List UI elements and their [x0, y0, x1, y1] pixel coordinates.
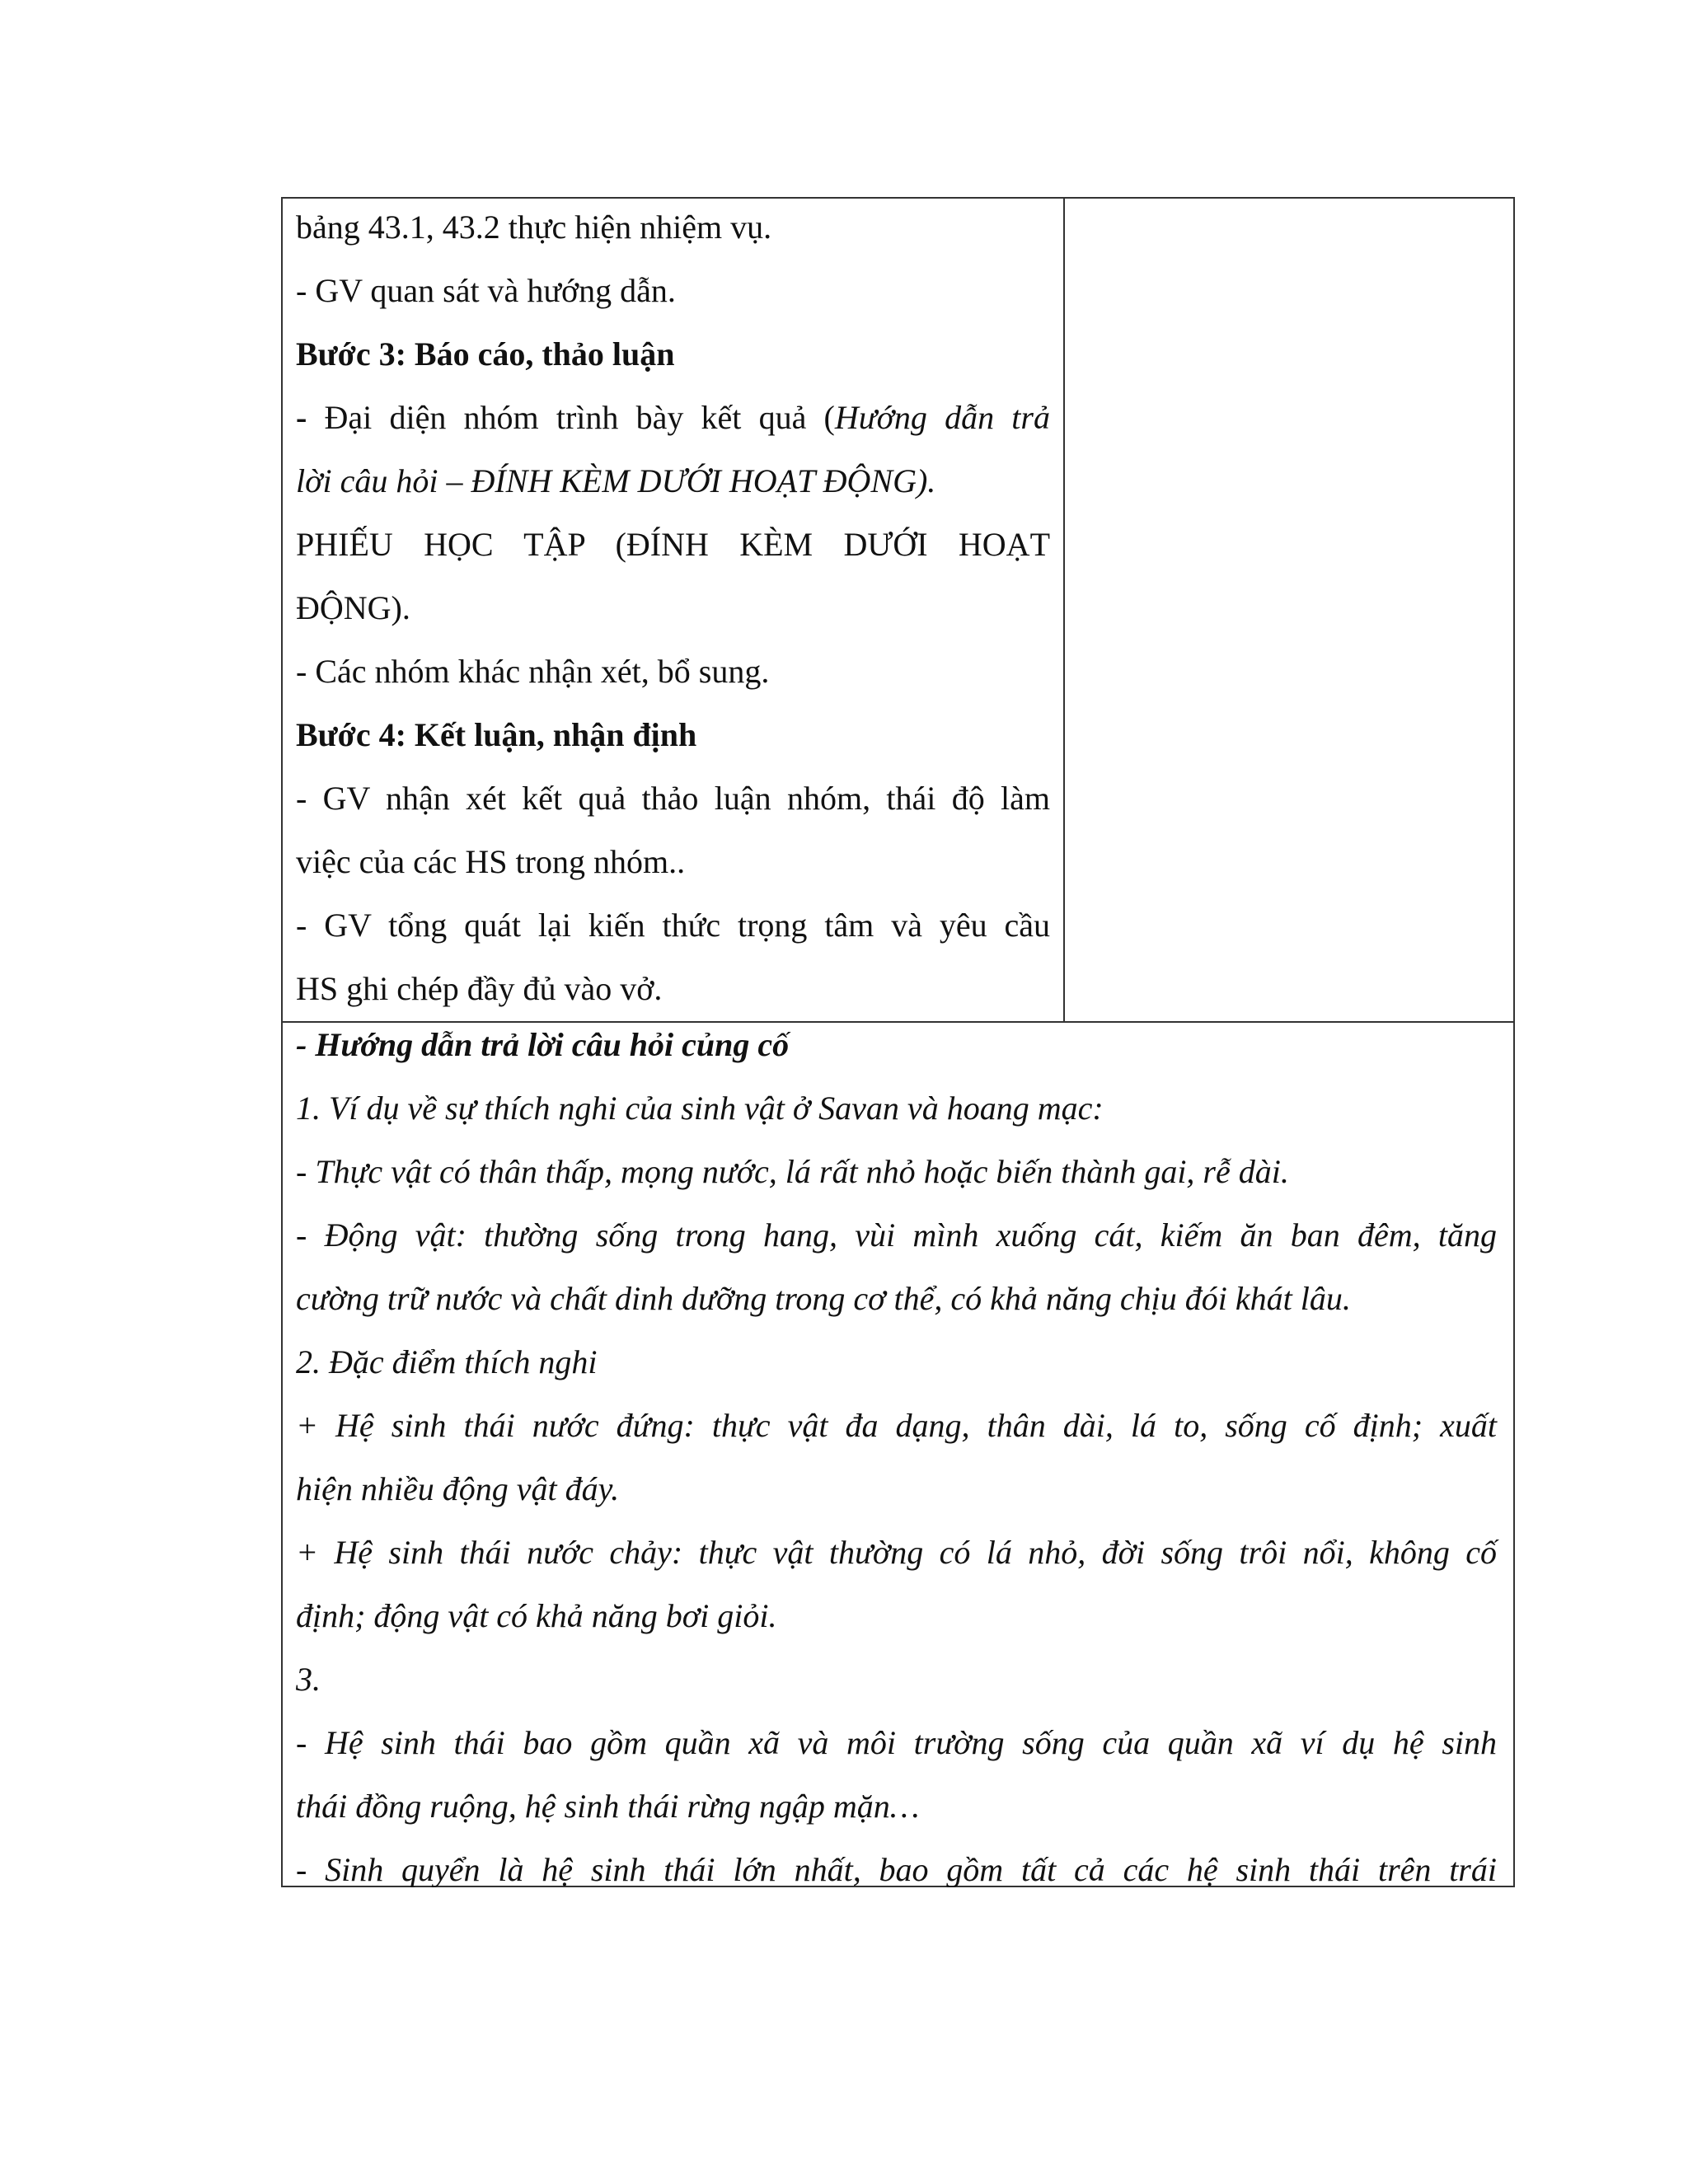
- text-line: - GV quan sát và hướng dẫn.: [296, 272, 676, 309]
- text-line: - Sinh quyển là hệ sinh thái lớn nhất, bao gồm tất cả các hệ sinh thái trên trái: [296, 1851, 1497, 1887]
- text-line: - GV nhận xét kết quả thảo luận nhóm, thái độ làm: [296, 780, 1050, 817]
- text-line: - Thực vật có thân thấp, mọng nước, lá rất nhỏ hoặc biến thành gai, rễ dài.: [296, 1153, 1289, 1190]
- text-line: PHIẾU HỌC TẬP (ĐÍNH KÈM DƯỚI HOẠT: [296, 526, 1050, 563]
- text-line: thái đồng ruộng, hệ sinh thái rừng ngập mặn…: [296, 1788, 920, 1825]
- text-line: việc của các HS trong nhóm..: [296, 843, 686, 880]
- text-line: 3.: [296, 1661, 321, 1698]
- text-line: 2. Đặc điểm thích nghi: [296, 1343, 598, 1380]
- text-line-mixed: [296, 386, 1050, 449]
- step-3-heading: Bước 3: Báo cáo, thảo luận: [296, 335, 675, 373]
- table-row-activity: [283, 199, 1513, 1023]
- text-line: - Động vật: thường sống trong hang, vùi mình xuống cát, kiếm ăn ban đêm, tăng: [296, 1216, 1497, 1254]
- text-line: + Hệ sinh thái nước chảy: thực vật thường có lá nhỏ, đời sống trôi nổi, không cố: [296, 1534, 1497, 1571]
- text-line: bảng 43.1, 43.2 thực hiện nhiệm vụ.: [296, 209, 772, 246]
- answer-guide-cell: [283, 1023, 1513, 1887]
- student-product-cell: [1065, 199, 1513, 1021]
- text-line: định; động vật có khả năng bơi giỏi.: [296, 1597, 777, 1634]
- text-line: cường trữ nước và chất dinh dưỡng trong cơ thể, có khả năng chịu đói khát lâu.: [296, 1280, 1351, 1317]
- text-line: hiện nhiều động vật đáy.: [296, 1470, 620, 1507]
- text-line: - Các nhóm khác nhận xét, bổ sung.: [296, 653, 770, 690]
- text-line: 1. Ví dụ về sự thích nghi của sinh vật ở Savan và hoang mạc:: [296, 1090, 1104, 1127]
- lesson-table: [281, 197, 1515, 1887]
- text-line: - GV tổng quát lại kiến thức trọng tâm và yêu cầu: [296, 907, 1050, 944]
- text-line: lời câu hỏi – ĐÍNH KÈM DƯỚI HOẠT ĐỘNG).: [296, 462, 936, 499]
- text-italic: Hướng dẫn trả: [834, 399, 1050, 436]
- text-line: - Hệ sinh thái bao gồm quần xã và môi trường sống của quần xã ví dụ hệ sinh: [296, 1724, 1497, 1761]
- text-line: + Hệ sinh thái nước đứng: thực vật đa dạng, thân dài, lá to, sống cố định; xuất: [296, 1407, 1497, 1444]
- text-line: ĐỘNG).: [296, 589, 410, 626]
- text-line: HS ghi chép đầy đủ vào vở.: [296, 970, 663, 1007]
- teacher-activity-cell: [283, 199, 1065, 1021]
- dash-prefix: -: [296, 399, 325, 436]
- text-normal: Đại diện nhóm trình bày kết quả (: [324, 399, 835, 436]
- answer-guide-heading: - Hướng dẫn trả lời câu hỏi củng cố: [296, 1026, 790, 1063]
- step-4-heading: Bước 4: Kết luận, nhận định: [296, 716, 697, 753]
